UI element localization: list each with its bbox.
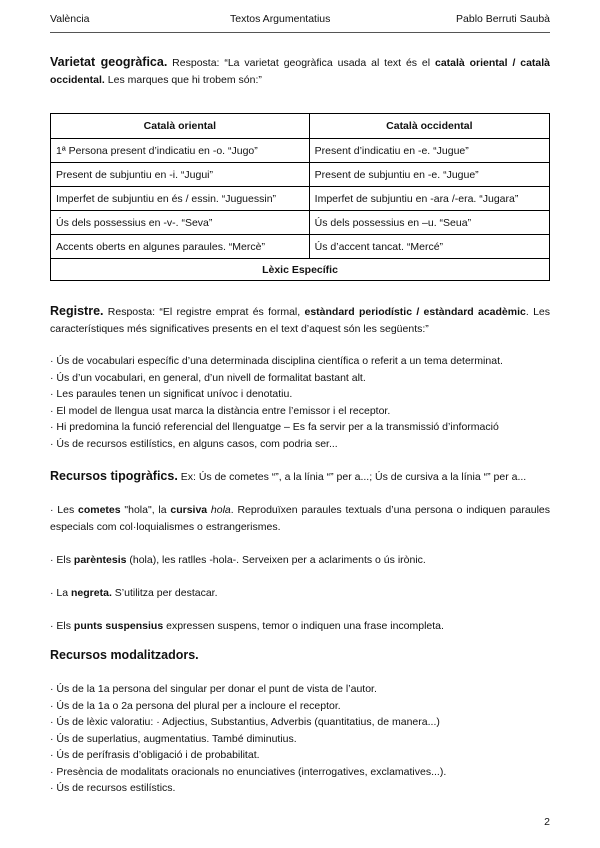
- text-span: · Les: [50, 504, 78, 516]
- modalitzadors-heading: Recursos modalitzadors.: [50, 648, 199, 662]
- text-span: expressen suspens, temor o indiquen una frase incompleta.: [163, 620, 444, 632]
- list-item: · Les paraules tenen un significat unívoc i denotatiu.: [50, 388, 293, 400]
- list-item: · Ús de recursos estilístics.: [50, 782, 176, 794]
- registre-list: [50, 353, 550, 452]
- registre-heading: Registre.: [50, 304, 104, 318]
- text-span: · Els: [50, 620, 74, 632]
- list-item: · Ús de superlatius, augmentatius. També diminutius.: [50, 732, 297, 745]
- table-header-occidental: Català occidental: [309, 114, 549, 139]
- cometes-paragraph: [50, 502, 550, 536]
- table-cell: 1ª Persona present d’indicatiu en -o. “Jugo”: [51, 139, 310, 163]
- table-row: [51, 211, 550, 235]
- list-item: · El model de llengua usat marca la distància entre l’emissor i el receptor.: [50, 404, 391, 417]
- varietat-intro: Resposta: “La varietat geogràfica usada al text és el: [167, 57, 435, 69]
- table-row: [51, 235, 550, 259]
- negreta-paragraph: [50, 585, 550, 602]
- varietat-bold: català oriental / català occidental.: [50, 57, 551, 86]
- table-cell: Present de subjuntiu en -e. “Jugue”: [309, 163, 549, 187]
- bold-term: cursiva: [170, 504, 208, 516]
- bold-term: punts suspensius: [73, 620, 164, 632]
- varietat-rest: Les marques que hi trobem són:”: [104, 74, 262, 86]
- varietat-heading: Varietat geogràfica.: [50, 55, 168, 69]
- table-footer-row: [51, 259, 550, 281]
- list-item: · Ús de recursos estilístics, en alguns casos, com podria ser...: [50, 437, 338, 450]
- table-header-oriental: Català oriental: [51, 114, 310, 139]
- italic-term: hola: [210, 504, 231, 516]
- header-author: Pablo Berruti Saubà: [456, 13, 550, 25]
- registre-rest: . Les característiques més significatives presents en el text d’aquest són les següents:”: [50, 306, 551, 335]
- text-span: S’utilitza per destacar.: [111, 587, 218, 599]
- table-cell: Present de subjuntiu en -i. “Jugui”: [51, 163, 310, 187]
- bold-term: parèntesis: [73, 554, 127, 566]
- list-item: · Ús de lèxic valoratiu: · Adjectius, Substantius, Adverbis (quantitatius, de manera...): [50, 716, 440, 728]
- table-cell: Accents oberts en algunes paraules. “Mercè”: [51, 235, 310, 259]
- text-span: (hola), les ratlles -hola-. Serveixen per a aclariments o ús irònic.: [126, 554, 426, 566]
- registre-bold: estàndard periodístic / estàndard acadèmic: [304, 306, 526, 318]
- registre-paragraph: [50, 303, 550, 338]
- list-item: · Ús de la 1a o 2a persona del plural per a incloure el receptor.: [50, 699, 341, 712]
- registre-intro: Resposta: “El registre emprat és formal,: [103, 306, 305, 318]
- list-item: · Ús de la 1a persona del singular per donar el punt de vista de l’autor.: [50, 683, 377, 695]
- list-item: · Ús d’un vocabulari, en general, d’un nivell de formalitat bastant alt.: [50, 371, 366, 384]
- table-row: [51, 187, 550, 211]
- table-cell: Ús d’accent tancat. “Mercé”: [309, 235, 549, 259]
- table-cell: Present d’indicatiu en -e. “Jugue”: [309, 139, 549, 163]
- header-title: Textos Argumentatius: [230, 13, 331, 25]
- tipografics-paragraph: [50, 468, 550, 486]
- text-span: . Reproduïxen paraules textuals d’una persona o indiquen paraules especials com col·loquialismes o estrangerismes.: [50, 504, 550, 533]
- document-body: [50, 54, 550, 797]
- text-span: · La: [50, 587, 72, 599]
- text-span: · Els: [50, 554, 74, 566]
- parentesis-paragraph: [50, 552, 550, 569]
- table-cell: Ús dels possessius en –u. “Seua”: [309, 211, 549, 235]
- page-header: [50, 10, 550, 33]
- text-span: "hola", la: [120, 504, 171, 516]
- table-cell: Imperfet de subjuntiu en és / essin. “Juguessin”: [51, 187, 310, 211]
- table-cell: Ús dels possessius en -v-. “Seva”: [51, 211, 310, 235]
- bold-term: negreta.: [71, 587, 112, 599]
- bold-term: cometes: [78, 504, 121, 516]
- table-cell: Imperfet de subjuntiu en -ara /-era. “Jugara”: [309, 187, 549, 211]
- suspensius-paragraph: [50, 618, 550, 635]
- table-row: [51, 163, 550, 187]
- page-number: 2: [544, 816, 550, 828]
- modalitzadors-paragraph: [50, 647, 550, 665]
- list-item: · Hi predomina la funció referencial del llenguatge – Es fa servir per a la transmissió d’informació: [50, 421, 499, 433]
- dialect-table: [50, 113, 550, 281]
- tipografics-intro: Ex: Ús de cometes “”, a la línia “” per a...; Ús de cursiva a la línia “” per a...: [177, 471, 527, 483]
- table-footer: Lèxic Específic: [51, 259, 550, 281]
- table-row: [51, 139, 550, 163]
- header-left: València: [50, 13, 90, 25]
- list-item: · Ús de vocabulari específic d’una determinada disciplina científica o referit a un tema determinat.: [50, 355, 503, 367]
- varietat-paragraph: [50, 54, 550, 89]
- list-item: · Presència de modalitats oracionals no enunciatives (interrogatives, exclamatives...).: [50, 765, 447, 778]
- tipografics-heading: Recursos tipogràfics.: [50, 469, 178, 483]
- list-item: · Ús de perífrasis d’obligació i de probabilitat.: [50, 749, 260, 761]
- modalitzadors-list: [50, 681, 550, 797]
